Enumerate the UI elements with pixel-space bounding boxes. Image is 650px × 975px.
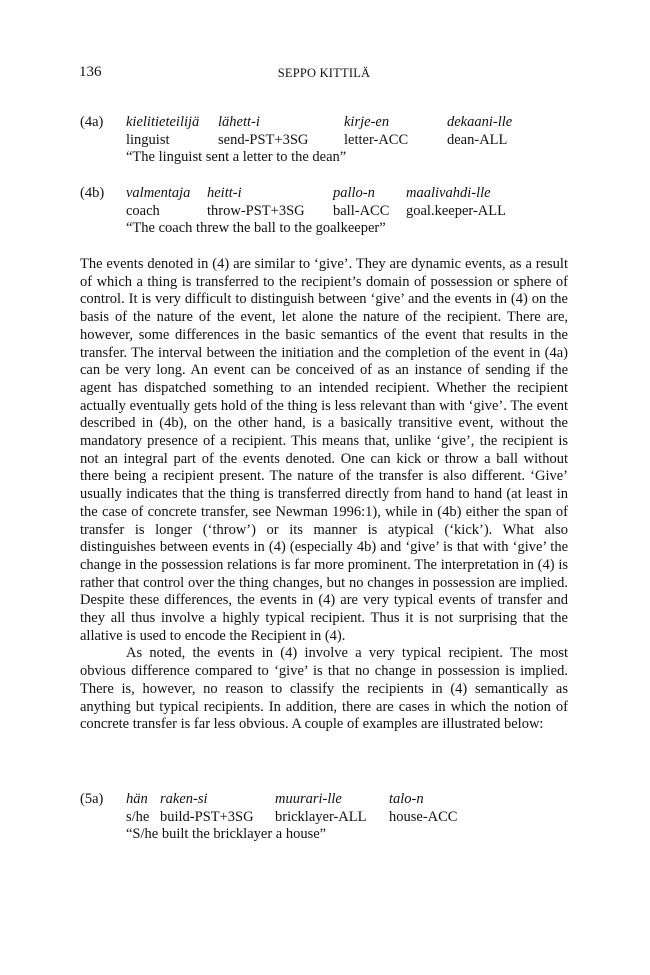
object-word: valmentaja bbox=[126, 185, 191, 201]
object-word: dekaani-lle bbox=[447, 114, 513, 130]
gloss-word: throw-PST+3SG bbox=[207, 202, 305, 219]
page-header bbox=[79, 64, 569, 84]
object-word: heitt-i bbox=[207, 185, 242, 201]
free-translation: “S/he built the bricklayer a house” bbox=[126, 826, 327, 842]
gloss-block bbox=[126, 185, 536, 220]
object-word: talo-n bbox=[389, 791, 424, 807]
gloss-word: letter-ACC bbox=[344, 131, 409, 148]
object-word: pallo-n bbox=[333, 185, 375, 201]
example-number: (5a) bbox=[80, 791, 104, 807]
gloss-word: s/he bbox=[126, 808, 150, 825]
gloss-word: send-PST+3SG bbox=[218, 131, 309, 148]
object-word: kielitieteilijä bbox=[126, 114, 200, 130]
object-word: hän bbox=[126, 791, 148, 807]
running-title: SEPPO KITTILÄ bbox=[277, 66, 371, 80]
object-word: lähett-i bbox=[218, 114, 260, 130]
object-word: raken-si bbox=[160, 791, 208, 807]
paragraph: The events denoted in (4) are similar to ‘give’. They are dynamic events, as a result of which a thing is transferred to the recipient’s domain of possession or sphere of control. It is very difficult to distinguish between ‘give’ and the events in (4) on the basis of the nature of the event, let alone the nature of the recipient. There are, however, some differences in the basic semantics of the event that results in the transfer. The interval between the initiation and the completion of the event in (4a) can be very long. An event can be conceived of as an instance of sending if the agent has dispatched something to an intended recipient. Whether the recipient actually eventually gets hold of the thing is less relevant than with ‘give’. The event described in (4b), on the other hand, is a basically transitive event, without the mandatory presence of a recipient. This means that, unlike ‘give’, the recipient is not an integral part of the events denoted. One can kick or throw a ball without there being a recipient present. The nature of the transfer is also different. ‘Give’ usually indicates that the thing is transferred directly from hand to hand (at least in the case of concrete transfer, see Newman 1996:1), while in (4b) either the span of transfer is longer (‘throw’) or its manner is atypical (‘kick’). What also distinguishes between events in (4) (especially 4b) and ‘give’ is that with ‘give’ the change in the possession relations is far more prominent. The interpretation in (4) is rather that control over the thing changes, but no changes in possession are implied. Despite these differences, the events in (4) are very typical events of transfer and they all thus involve a highly typical recipient. Thus it is not surprising that the allative is used to encode the Recipient in (4). bbox=[80, 256, 568, 644]
free-translation: “The linguist sent a letter to the dean” bbox=[126, 149, 347, 165]
gloss-block bbox=[126, 791, 479, 826]
free-translation: “The coach threw the ball to the goalkeeper” bbox=[126, 220, 386, 236]
gloss-block bbox=[126, 114, 547, 149]
example-number: (4b) bbox=[80, 185, 105, 201]
page-number: 136 bbox=[79, 64, 102, 80]
gloss-word: ball-ACC bbox=[333, 202, 390, 219]
object-word: maalivahdi-lle bbox=[406, 185, 491, 201]
gloss-word: house-ACC bbox=[389, 808, 458, 825]
gloss-word: linguist bbox=[126, 131, 170, 148]
object-word: kirje-en bbox=[344, 114, 390, 130]
body-text bbox=[80, 256, 568, 734]
example-number: (4a) bbox=[80, 114, 104, 130]
paragraph: As noted, the events in (4) involve a very typical recipient. The most obvious difference compared to ‘give’ is that no change in possession is implied. There is, however, no reason to classify the recipients in (4) semantically as anything but typical recipients. In addition, there are cases in which the notion of concrete transfer is far less obvious. A couple of examples are illustrated below: bbox=[80, 645, 568, 733]
gloss-word: dean-ALL bbox=[447, 131, 508, 148]
gloss-word: coach bbox=[126, 202, 160, 219]
gloss-word: build-PST+3SG bbox=[160, 808, 254, 825]
gloss-word: bricklayer-ALL bbox=[275, 808, 367, 825]
object-word: muurari-lle bbox=[275, 791, 342, 807]
gloss-word: goal.keeper-ALL bbox=[406, 202, 506, 219]
